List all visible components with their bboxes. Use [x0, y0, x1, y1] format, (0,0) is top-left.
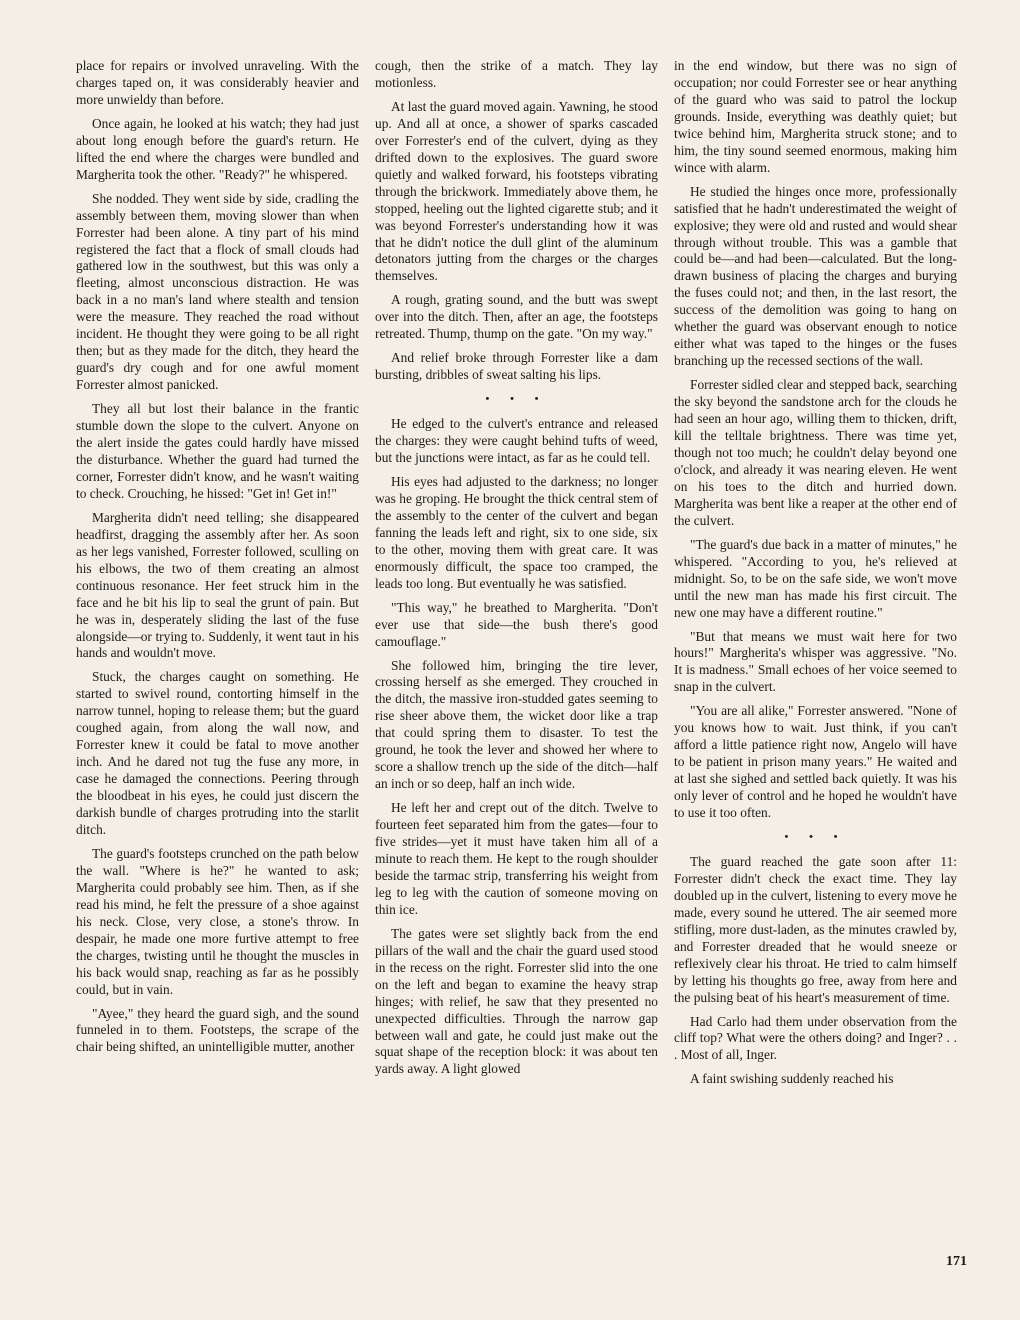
paragraph: A faint swishing suddenly reached his: [690, 1071, 894, 1087]
section-separator: • • •: [485, 393, 548, 406]
page-number: 171: [946, 1254, 967, 1269]
paragraph: "But that means we must wait here for two hours!" Margherita's whisper was aggressive. "No. It is madness." Small echoes of her voice seemed to snap in the culvert.: [674, 628, 957, 695]
paragraph: A rough, grating sound, and the butt was swept over into the ditch. Then, after an age, the footsteps retreated. Thump, thump on the gate. "On my way.": [375, 292, 658, 342]
paragraph: He edged to the culvert's entrance and released the charges: they were caught behind tufts of weed, but the junctions were intact, as far as he could tell.: [375, 416, 658, 466]
column-2: [375, 58, 658, 1293]
paragraph: She followed him, bringing the tire lever, crossing herself as she emerged. They crouched in the ditch, the massive iron-studded gates seeming to rise sheer above them, the wicket door like a trap that could spring them to disaster. To test the ground, he took the lever and showed her where to score a shallow trench up the side of the ditch—half an inch or so deep, half an inch wide.: [375, 657, 658, 792]
paragraph: "The guard's due back in a matter of minutes," he whispered. "According to you, he's relieved at midnight. So, to be on the safe side, we won't move until the new man has made his first circuit. The new one may have a different routine.": [674, 536, 957, 620]
column-1: [76, 58, 359, 1293]
paragraph: She nodded. They went side by side, cradling the assembly between them, moving slower than when Forrester had been alone. A tiny part of his mind registered the fact that a flock of small clouds had gathered low in the southwest, but this was only a fleeting, almost unconscious distraction. He was back in a no man's land where stealth and tension were the measure. They reached the road without incident. He thought they were going to be all right then; but as they made for the ditch, they heard the guard's dry cough and for one awful moment Forrester almost panicked.: [76, 190, 359, 393]
paragraph: His eyes had adjusted to the darkness; no longer was he groping. He brought the thick central stem of the assembly to the center of the culvert and began fanning the leads left and right, six to one side, six to the other, moving them with great care. It was enormously difficult, the space too cramped, the leads too long. But eventually he was satisfied.: [375, 473, 658, 591]
paragraph: The gates were set slightly back from the end pillars of the wall and the chair the guard used stood in the recess on the right. Forrester slid into the one on the left and began to examine the heavy strap hinges; with relief, he saw that they presented no unexpected difficulties. Through the narrow gap between wall and gate, he could just make out the squat shape of the reception block: it was about ten yards away. A light glowed: [375, 925, 658, 1077]
paragraph: The guard's footsteps crunched on the path below the wall. "Where is he?" he wanted to ask; Margherita could probably see him. Then, as if she read his mind, he felt the pressure of a shoe against his neck. Close, very close, a stone's throw. In despair, he made one more furtive attempt to free the charges, twisting until he thought the muscles in his back would snap, reaching as far as he possibly could, but in vain.: [76, 845, 359, 997]
paragraph: Had Carlo had them under observation from the cliff top? What were the others doing? and Inger? . . . Most of all, Inger.: [674, 1013, 957, 1063]
paragraph: Forrester sidled clear and stepped back, searching the sky beyond the sandstone arch for the clouds he had seen an hour ago, willing them to thicken, drift, kill the telltale brightness. There was time yet, though not too much; he couldn't delay beyond one o'clock, and already it was nearing eleven. He went on his toes to the ditch and hurried down. Margherita was bent like a reaper at the other end of the culvert.: [674, 377, 957, 528]
paragraph: And relief broke through Forrester like a dam bursting, dribbles of sweat salting his lips.: [375, 350, 658, 383]
paragraph: At last the guard moved again. Yawning, he stood up. And all at once, a shower of sparks cascaded over Forrester's end of the culvert, dying as they drifted down to the explosives. The guard swore quietly and walked forward, his footsteps vibrating through the brickwork. Immediately above them, he stopped, heeling out the lighted cigarette stub; and it was beyond Forrester's understanding how it was that he didn't notice the dull glint of the aluminum detonators jutting from the charges or the charges themselves.: [375, 98, 658, 284]
paragraph: "Ayee," they heard the guard sigh, and the sound funneled in to them. Footsteps, the scrape of the chair being shifted, an unintelligible mutter, another: [76, 1005, 359, 1055]
paragraph: "This way," he breathed to Margherita. "Don't ever use that side—the bush there's good camouflage.": [375, 599, 658, 649]
paragraph: They all but lost their balance in the frantic stumble down the slope to the culvert. Anyone on the alert inside the gates could hardly have missed the disturbance. Whether the guard had turned the corner, Forrester didn't know, and he wasn't waiting to check. Crouching, he hissed: "Get in! Get in!": [76, 401, 359, 501]
paragraph: The guard reached the gate soon after 11: Forrester didn't check the exact time. They lay doubled up in the culvert, listening to every move he made, every sound he uttered. The air seemed more stifling, more dust-laden, as the minutes crawled by, and Forrester dreaded that he would sneeze or reflexively clear his throat. He tried to calm himself by letting his thoughts go free, away from here and the pulsing beat of his heart's measurement of time.: [674, 853, 957, 1005]
paragraph: cough, then the strike of a match. They lay motionless.: [375, 58, 658, 90]
paragraph: place for repairs or involved unraveling. With the charges taped on, it was considerably heavier and more unwieldy than before.: [76, 58, 359, 107]
paragraph: Once again, he looked at his watch; they had just about long enough before the guard's return. He lifted the end where the charges were bundled and Margherita took the other. "Ready?" he whispered.: [76, 115, 359, 182]
paragraph: He studied the hinges once more, professionally satisfied that he hadn't underestimated the weight of explosive; they were old and rusted and would shear through without trouble. This was a gamble that could be—and had been—calculated. But the long-drawn business of placing the charges and burying the fuses could not; and then, in the last resort, the success of the demolition was going to hang on whether the guard was observant enough to notice either what was taped to the hinges or the fuses branching up the recessed sections of the wall.: [674, 183, 957, 369]
column-3: [674, 58, 957, 1293]
paragraph: "You are all alike," Forrester answered. "None of you knows how to wait. Just think, if you can't afford a little patience right now, Angelo will have to be patient in prison many years." He waited and at last she sighed and settled back quietly. It was his only lever of control and he hoped he wouldn't have to use it too often.: [674, 703, 957, 821]
paragraph: in the end window, but there was no sign of occupation; nor could Forrester see or hear anything of the guard who was said to patrol the lockup grounds. Inside, everything was deathly quiet; but twice behind him, Margherita struck stone; and to him, the tiny sound seemed enormous, making him wince with alarm.: [674, 58, 957, 175]
section-separator: • • •: [784, 830, 847, 843]
paragraph: He left her and crept out of the ditch. Twelve to fourteen feet separated him from the gates—four to five strides—yet it must have taken him all of a minute to reach them. He kept to the rough shoulder beside the tarmac strip, transferring his weight from leg to leg with the caution of someone moving on thin ice.: [375, 800, 658, 917]
paragraph: Margherita didn't need telling; she disappeared headfirst, dragging the assembly after her. As soon as her legs vanished, Forrester followed, sculling on his elbows, the two of them creating an almost continuous resonance. Her feet struck him in the face and he bit his lip to seal the grunt of pain. But he was in, desperately sliding the last of the fuse alongside—or trying to. Suddenly, it went taut in his hands and wouldn't move.: [76, 509, 359, 661]
text-columns: [76, 58, 980, 1293]
paragraph: Stuck, the charges caught on something. He started to swivel round, contorting himself in the narrow tunnel, hoping to release them; but the guard coughed again, from along the wall now, and Forrester knew it could be fatal to move another inch. And he dared not tug the fuse any more, in case he damaged the connections. Peering through the bloodbeat in his eyes, he could just discern the darkish bundle of charges protruding into the starlit ditch.: [76, 669, 359, 837]
